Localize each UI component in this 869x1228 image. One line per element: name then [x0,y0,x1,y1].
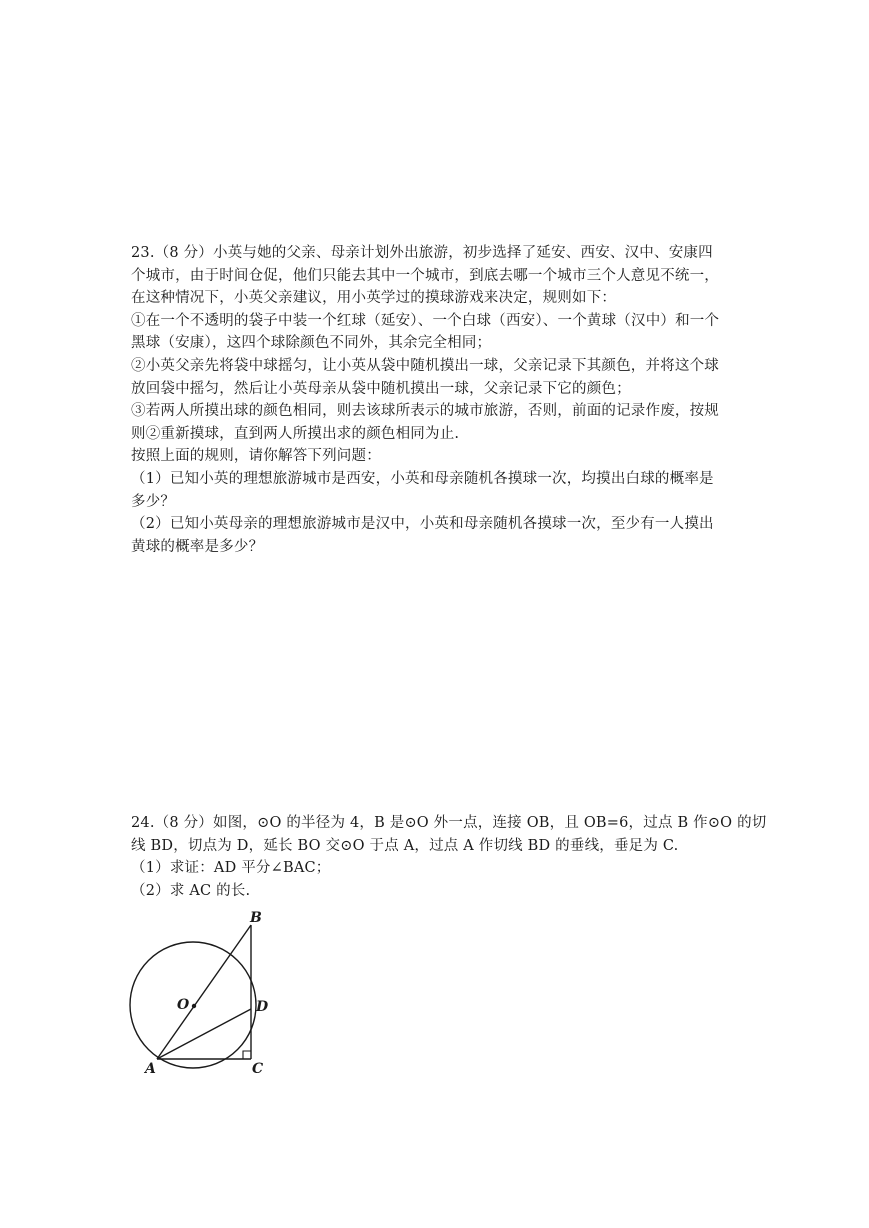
problem-23 [131,242,741,558]
problem-24-question-2: （2）求 AC 的长. [131,882,251,899]
problem-24-question-1: （1）求证：AD 平分∠BAC； [131,860,331,877]
problem-23-line: 23.（8 分）小英与她的父亲、母亲计划外出旅游，初步选择了延安、西安、汉中、安康四 [131,245,713,261]
label-a: A [145,1061,156,1077]
problem-23-line: 在这种情况下，小英父亲建议，用小英学过的摸球游戏来决定，规则如下： [131,290,617,307]
problem-23-line: 则②重新摸球，直到两人所摸出求的颜色相同为止. [131,425,460,442]
problem-23-line: 按照上面的规则，请你解答下列问题： [131,448,381,465]
problem-23-line: 黑球（安康），这四个球除颜色不同外，其余完全相同； [131,335,492,352]
label-c: C [252,1061,264,1077]
center-point-o [192,1004,196,1008]
problem-24 [131,812,767,902]
problem-24-line: 线 BD，切点为 D，延长 BO 交⊙O 于点 A，过点 A 作切线 BD 的垂线，垂足为 C. [131,837,679,854]
problem-24-line: 24.（8 分）如图，⊙O 的半径为 4，B 是⊙O 外一点，连接 OB，且 OB=6，过点 B 作⊙O 的切 [131,815,767,831]
segment-ad [157,1009,251,1059]
circle-tangent-diagram [128,905,288,1085]
label-d: D [256,999,269,1015]
problem-23-question-2: 黄球的概率是多少？ [131,538,264,555]
label-o: O [177,997,190,1013]
problem-23-line: ①在一个不透明的袋子中装一个红球（延安）、一个白球（西安）、一个黄球（汉中）和一个 [131,312,720,329]
geometry-figure [128,905,288,1085]
problem-23-line: ②小英父亲先将袋中球摇匀，让小英从袋中随机摸出一球，父亲记录下其颜色，并将这个球 [131,357,719,374]
problem-23-question-1: （1）已知小英的理想旅游城市是西安，小英和母亲随机各摸球一次，均摸出白球的概率是 [131,470,714,487]
segment-ab [157,925,251,1059]
problem-23-line: 放回袋中摇匀，然后让小英母亲从袋中随机摸出一球，父亲记录下它的颜色； [131,380,631,397]
problem-23-question-1: 多少？ [131,493,176,510]
problem-23-line: 个城市，由于时间仓促，他们只能去其中一个城市，到底去哪一个城市三个人意见不统一， [131,267,719,284]
label-b: B [250,910,262,926]
right-angle-marker [243,1051,251,1059]
problem-23-question-2: （2）已知小英母亲的理想旅游城市是汉中，小英和母亲随机各摸球一次，至少有一人摸出 [131,516,714,533]
problem-23-line: ③若两人所摸出球的颜色相同，则去该球所表示的城市旅游，否则，前面的记录作废，按规 [131,403,719,420]
